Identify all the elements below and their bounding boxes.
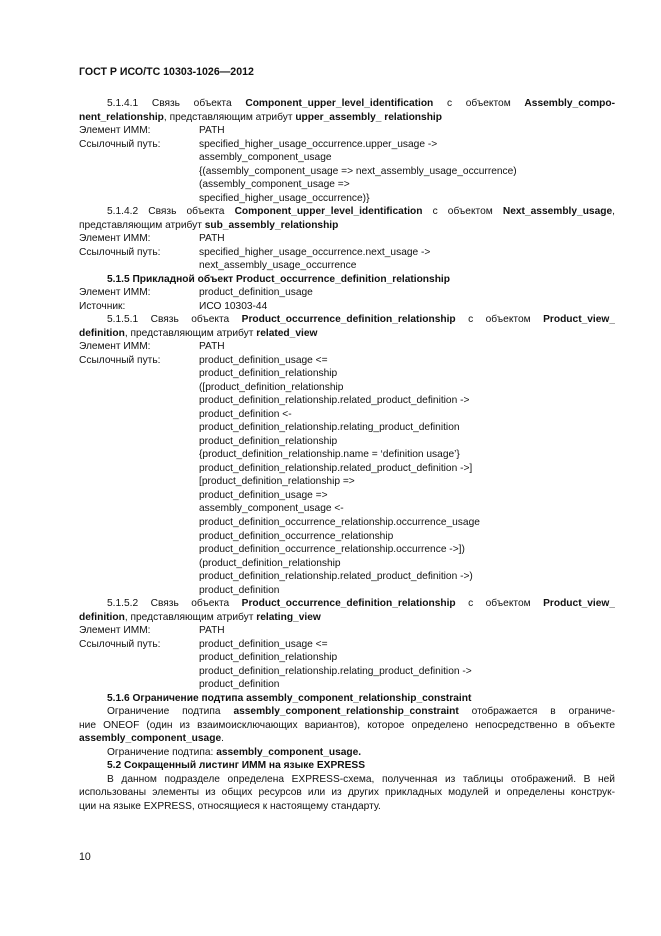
path-line: product_definition_occurrence_relationship <box>199 530 394 542</box>
clause-5-1-4-2-line2: представляющим атрибут sub_assembly_relationship <box>79 219 339 231</box>
section-heading-5-2: 5.2 Сокращенный листинг ИММ на языке EXPRESS <box>107 760 366 772</box>
element-row: Элемент ИММ: PATH <box>79 125 225 137</box>
path-line: assembly_component_usage <box>199 152 332 164</box>
page-number: 10 <box>79 851 91 863</box>
path-line: specified_higher_usage_occurrence)} <box>199 192 370 204</box>
path-row: Ссылочный путь: specified_higher_usage_occurrence.upper_usage -> <box>79 138 438 150</box>
path-line: product_definition_relationship.relating_product_definition -> <box>199 665 472 677</box>
path-line: ([product_definition_relationship <box>199 381 344 393</box>
path-line: product_definition_relationship <box>199 652 338 664</box>
constraint-paragraph-line2: ние ONEOF (один из взаимоисключающих вариантов), которое определено непосредственно в объекте <box>79 719 615 731</box>
element-row: Элемент ИММ: PATH <box>79 233 225 245</box>
element-row: Элемент ИММ: product_definition_usage <box>79 287 313 299</box>
clause-5-1-4-1-line2: nent_relationship, представляющим атрибут upper_assembly_ relationship <box>79 111 442 123</box>
path-line: [product_definition_relationship => <box>199 476 355 488</box>
source-row: Источник: ИСО 10303-44 <box>79 300 268 312</box>
path-line: product_definition_occurrence_relationship.occurrence ->]) <box>199 544 465 556</box>
clause-5-1-5-1-line2: definition, представляющим атрибут related_view <box>79 327 318 339</box>
clause-5-1-4-2-line1: 5.1.4.2 Связь объекта Component_upper_level_identification с объектом Next_assembly_usage, <box>107 206 615 218</box>
path-line: product_definition <box>199 584 280 596</box>
path-line: product_definition_relationship.related_product_definition ->] <box>199 462 473 474</box>
document-body <box>79 97 615 813</box>
path-line: next_assembly_usage_occurrence <box>199 260 357 272</box>
express-paragraph-line2: использованы элементы из общих ресурсов или из других прикладных модулей и определены конструк- <box>79 787 615 799</box>
path-line: product_definition <box>199 679 280 691</box>
path-line: product_definition_relationship.related_product_definition -> <box>199 395 470 407</box>
section-heading-5-1-6: 5.1.6 Ограничение подтипа assembly_component_relationship_constraint <box>107 692 472 704</box>
path-line: assembly_component_usage <- <box>199 503 344 515</box>
path-line: product_definition <- <box>199 408 292 420</box>
clause-5-1-5-2-line2: definition, представляющим атрибут relating_view <box>79 611 321 623</box>
clause-5-1-5-1-line1: 5.1.5.1 Связь объекта Product_occurrence_definition_relationship с объектом Product_view_ <box>107 314 615 326</box>
section-heading-5-1-5: 5.1.5 Прикладной объект Product_occurrence_definition_relationship <box>107 273 450 285</box>
path-line: product_definition_usage => <box>199 489 328 501</box>
path-line: {product_definition_relationship.name = ‘definition usage’} <box>199 449 460 461</box>
path-line: {(assembly_component_usage => next_assembly_usage_occurrence) <box>199 165 517 177</box>
element-row: Элемент ИММ: PATH <box>79 625 225 637</box>
path-row: Ссылочный путь: specified_higher_usage_occurrence.next_usage -> <box>79 246 431 258</box>
clause-5-1-4-1-line1: 5.1.4.1 Связь объекта Component_upper_level_identification с объектом Assembly_compo- <box>107 98 615 109</box>
element-row: Элемент ИММ: PATH <box>79 341 225 353</box>
path-line: product_definition_relationship <box>199 435 338 447</box>
clause-5-1-5-2-line1: 5.1.5.2 Связь объекта Product_occurrence_definition_relationship с объектом Product_view_ <box>107 598 615 610</box>
path-line: product_definition_relationship.related_product_definition ->) <box>199 571 473 583</box>
path-line: (assembly_component_usage => <box>199 179 350 191</box>
express-paragraph-line1: В данном подразделе определена EXPRESS-схема, полученная из таблицы отображений. В ней <box>107 773 615 785</box>
path-line: product_definition_relationship <box>199 368 338 380</box>
path-line: (product_definition_relationship <box>199 557 341 569</box>
constraint-paragraph-line1: Ограничение подтипа assembly_component_relationship_constraint отображается в ограниче- <box>107 706 615 718</box>
constraint-paragraph-line3: assembly_component_usage. <box>79 733 224 745</box>
path-row: Ссылочный путь: product_definition_usage <= <box>79 354 328 366</box>
path-line: product_definition_occurrence_relationship.occurrence_usage <box>199 516 480 528</box>
path-row: Ссылочный путь: product_definition_usage <= <box>79 638 328 650</box>
express-paragraph-line3: ции на языке EXPRESS, относящиеся к настоящему стандарту. <box>79 800 381 812</box>
page-header: ГОСТ Р ИСО/ТС 10303-1026—2012 <box>79 66 254 78</box>
constraint-summary: Ограничение подтипа: assembly_component_usage. <box>107 746 362 758</box>
path-line: product_definition_relationship.relating_product_definition <box>199 422 460 434</box>
